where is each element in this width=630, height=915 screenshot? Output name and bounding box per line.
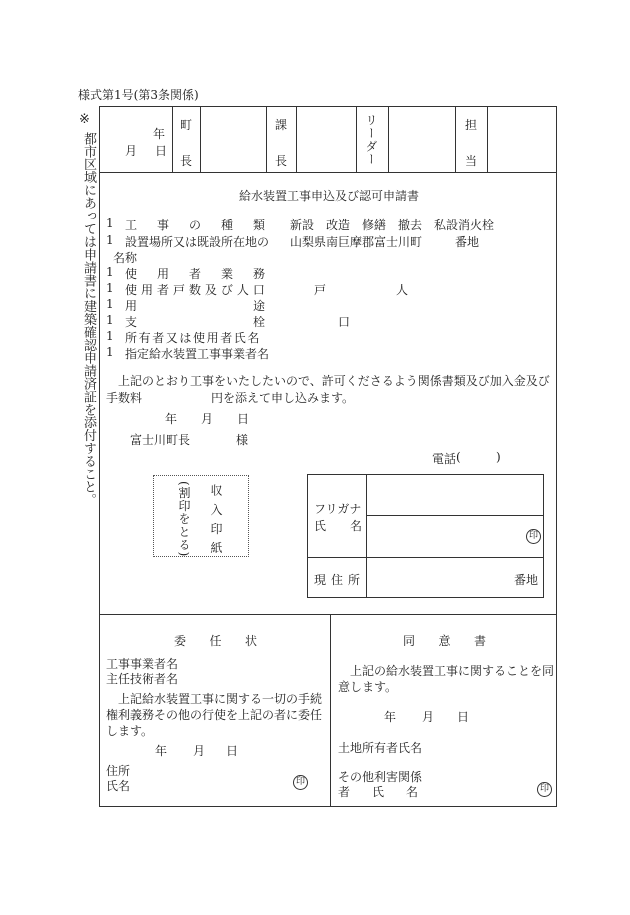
location-suffix: 番地 [455, 235, 480, 249]
item-number: 1 [106, 313, 114, 327]
header-col-line [455, 106, 456, 172]
consent-other-name-label: 者 氏 名 [338, 785, 418, 799]
revenue-stamp-label: 収入印紙 [209, 484, 223, 561]
stamp-leader: リーダー [364, 114, 378, 166]
header-col-line [266, 106, 267, 172]
consent-date-month: 月 [422, 710, 435, 724]
applicant-box-row [307, 557, 544, 558]
item-number: 1 [106, 233, 114, 247]
stamp-mayor-bottom: 長 [180, 154, 193, 168]
phone-open-paren: ( [456, 450, 461, 464]
people-unit: 人 [396, 283, 409, 297]
item-label-contractor: 指定給水装置工事事業者名 [125, 347, 270, 361]
applicant-seal: 印 [526, 529, 541, 544]
bottom-divider [99, 614, 557, 615]
header-col-line [388, 106, 389, 172]
furigana-label: フリガナ [314, 502, 362, 516]
item-label-location: 設置場所又は既設所在地の [125, 235, 270, 249]
header-date-day: 日 [155, 144, 168, 158]
applicant-furigana-divider [366, 515, 544, 516]
delegation-body3: します。 [106, 724, 154, 738]
seal-split-note: (割印をとる) [177, 481, 191, 558]
item-number: 1 [106, 297, 114, 311]
side-note-mark: ※ [79, 112, 90, 127]
header-date-year: 年 [153, 127, 166, 141]
item-number: 1 [106, 329, 114, 343]
households-unit: 戸 [314, 283, 327, 297]
item-label-owner: 所有者又は使用者氏名 [125, 331, 262, 345]
delegation-name-label: 氏名 [106, 779, 131, 793]
item-number: 1 [106, 281, 114, 295]
header-col-line [200, 106, 201, 172]
application-body-line1: 上記のとおり工事をいたしたいので、許可くださるよう関係書類及び加入金及び [118, 374, 550, 388]
consent-date-year: 年 [384, 710, 397, 724]
header-col-line [356, 106, 357, 172]
application-date-year: 年 [165, 412, 178, 426]
application-body-line2: 円を添えて申し込みます。 [211, 391, 355, 405]
addressee: 富士川町長 [130, 433, 191, 447]
item-label-location-cont: 名称 [113, 251, 138, 265]
item-label-households: 使 用 者 戸 数 及 び 人 口 [125, 283, 265, 297]
header-col-line [487, 106, 488, 172]
applicant-name-label: 氏 名 [314, 519, 362, 533]
taps-unit: 口 [338, 315, 351, 329]
delegation-date-month: 月 [193, 744, 206, 758]
delegation-engineer-label: 主任技術者名 [106, 672, 179, 686]
header-date-month: 月 [125, 144, 138, 158]
phone-label: 電話 [432, 452, 457, 466]
bottom-center-line [330, 614, 331, 807]
application-title: 給水装置工事申込及び認可申請書 [239, 189, 420, 203]
consent-body2: 意します。 [338, 680, 398, 694]
application-body-fee-label: 手数料 [106, 391, 143, 405]
item-label-use: 用 途 [125, 299, 265, 313]
item-number: 1 [106, 216, 114, 230]
consent-other-label: その他利害関係 [338, 770, 423, 784]
stamp-staff-top: 担 [465, 118, 478, 132]
consent-title: 同 意 書 [403, 634, 486, 648]
application-date-day: 日 [237, 412, 250, 426]
delegation-seal: 印 [293, 775, 308, 790]
header-divider [99, 172, 557, 173]
delegation-date-day: 日 [226, 744, 239, 758]
stamp-chief-bottom: 長 [275, 154, 288, 168]
delegation-address-label: 住所 [106, 764, 131, 778]
honorific: 様 [236, 433, 249, 447]
location-value: 山梨県南巨摩郡富士川町 [290, 235, 423, 249]
application-date-month: 月 [201, 412, 214, 426]
revenue-stamp-box [153, 475, 249, 557]
consent-owner-label: 土地所有者氏名 [338, 741, 423, 755]
item-number: 1 [106, 265, 114, 279]
stamp-mayor-top: 町 [180, 118, 193, 132]
delegation-date-year: 年 [155, 744, 168, 758]
header-col-line [172, 106, 173, 172]
stamp-staff-bottom: 当 [465, 154, 478, 168]
delegation-body1: 上記給水装置工事に関する一切の手続 [118, 692, 323, 706]
address-label: 現 住 所 [314, 573, 360, 587]
item-label-taps: 支 栓 [125, 315, 265, 329]
phone-close-paren: ) [496, 450, 501, 464]
item-number: 1 [106, 345, 114, 359]
side-note-text: 都市区域にあっては申請書に建築確認申請済証を添付すること。 [81, 132, 96, 507]
address-suffix: 番地 [514, 573, 539, 587]
consent-date-day: 日 [457, 710, 470, 724]
work-type-options: 新設 改造 修繕 撤去 私設消火栓 [290, 218, 495, 232]
header-col-line [296, 106, 297, 172]
delegation-contractor-label: 工事事業者名 [106, 657, 179, 671]
item-label-work-type: 工 事 の 種 類 [125, 218, 265, 232]
form-number: 様式第1号(第3条関係) [78, 88, 199, 102]
stamp-chief-top: 課 [275, 118, 288, 132]
consent-body1: 上記の給水装置工事に関することを同 [350, 664, 555, 678]
item-label-business: 使 用 者 業 務 [125, 267, 265, 281]
delegation-body2: 権利義務その他の行使を上記の者に委任 [106, 708, 323, 722]
delegation-title: 委 任 状 [174, 634, 257, 648]
applicant-box-col [366, 474, 367, 598]
consent-seal: 印 [537, 782, 552, 797]
